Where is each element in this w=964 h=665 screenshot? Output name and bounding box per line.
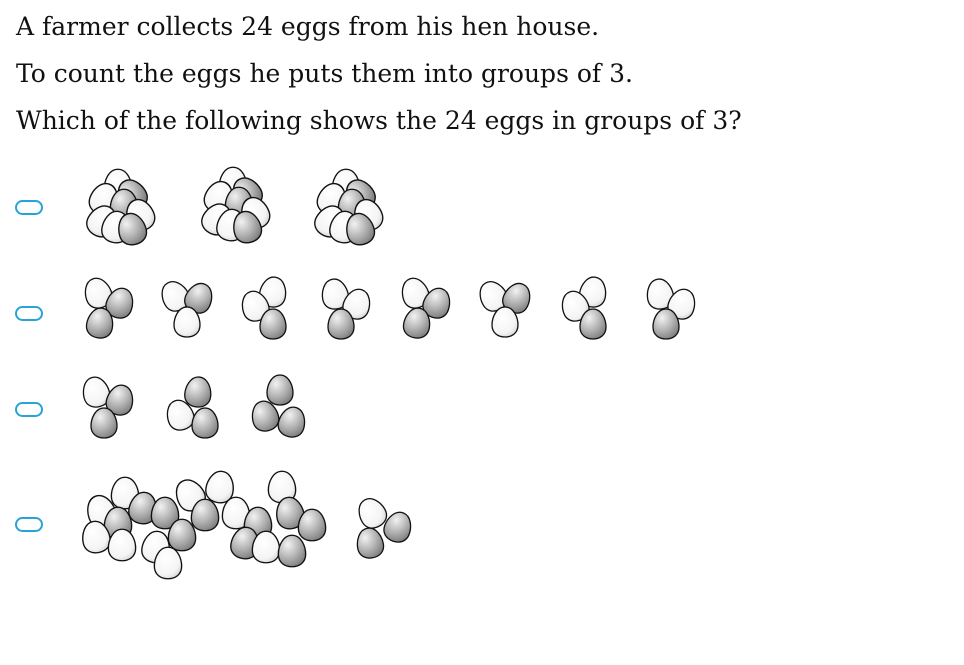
egg: [276, 404, 309, 440]
egg: [168, 519, 195, 551]
egg: [91, 408, 117, 438]
egg: [355, 526, 386, 560]
egg: [252, 531, 279, 563]
egg: [328, 309, 354, 339]
option-d-eggs-image: [0, 465, 964, 580]
option-d[interactable]: [0, 465, 964, 580]
egg: [154, 547, 181, 579]
egg: [174, 307, 200, 337]
egg: [192, 408, 218, 438]
option-a[interactable]: [0, 155, 964, 255]
egg: [298, 509, 325, 541]
egg: [260, 309, 286, 339]
question-line-3: Which of the following shows the 24 eggs in groups of 3?: [16, 106, 742, 135]
egg: [191, 499, 218, 531]
option-b-eggs-image: [0, 270, 964, 350]
egg: [580, 309, 606, 339]
option-c[interactable]: [0, 370, 964, 445]
option-a-eggs-image: [0, 155, 964, 255]
question-line-2: To count the eggs he puts them into groups of 3.: [16, 59, 633, 88]
egg: [653, 309, 679, 339]
question-line-1: A farmer collects 24 eggs from his hen house.: [16, 12, 600, 41]
option-b[interactable]: [0, 270, 964, 350]
egg: [184, 376, 213, 408]
egg: [278, 535, 305, 567]
egg: [108, 529, 135, 561]
egg: [492, 307, 518, 337]
egg: [267, 375, 293, 405]
option-c-eggs-image: [0, 370, 964, 445]
